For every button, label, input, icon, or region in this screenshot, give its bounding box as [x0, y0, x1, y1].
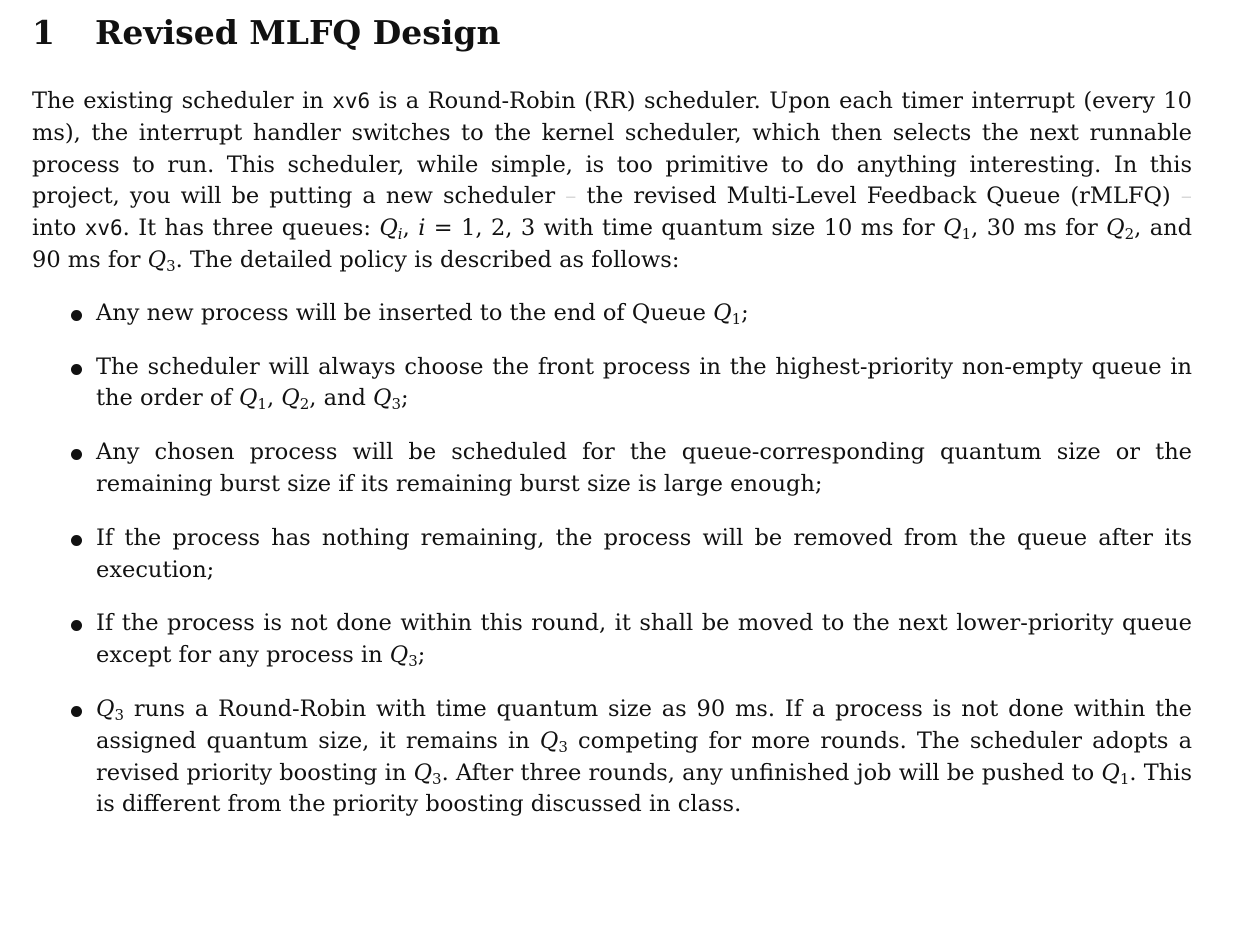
bullet-icon: [71, 449, 82, 460]
list-text: ;: [417, 642, 426, 669]
bullet-icon: [71, 706, 82, 717]
section-heading: [32, 10, 1192, 56]
math-var: Q: [238, 385, 258, 412]
policy-list: [32, 298, 1192, 821]
intro-text: is a Round-Robin (RR) scheduler. Upon each timer interrupt (every 10 ms), the interrupt handler switches to the kernel scheduler, which then selects the next runnable process to run. This scheduler, while simple, is too primitive to do anything interesting. In this project, you will be putting a new scheduler: [32, 88, 1192, 210]
math-i: i: [418, 215, 426, 242]
math-var: Q: [389, 642, 409, 669]
math-subscript: i: [397, 225, 403, 244]
section-number: 1: [32, 13, 55, 52]
list-text: Any new process will be inserted to the end of Queue: [96, 299, 714, 326]
math-subscript: 1: [257, 395, 267, 414]
list-text: , and: [309, 385, 374, 412]
list-text: ;: [741, 299, 749, 326]
math-q1: [1101, 760, 1129, 786]
list-text: ,: [266, 385, 282, 412]
math-subscript: 3: [114, 705, 124, 724]
document-page: [32, 10, 1192, 843]
intro-paragraph: [32, 86, 1192, 277]
bullet-icon: [71, 310, 82, 321]
list-item: [32, 523, 1192, 587]
math-q3: [540, 728, 568, 754]
list-text: Any chosen process will be scheduled for the queue-corresponding quantum size or the remaining burst size if its remaining burst size is large enough;: [96, 439, 1192, 497]
math-q2: [1106, 215, 1135, 244]
math-subscript: 2: [299, 395, 310, 414]
math-subscript: 3: [391, 395, 402, 414]
math-subscript: 1: [731, 309, 742, 328]
math-subscript: 2: [1124, 225, 1135, 244]
math-q1: [943, 215, 972, 244]
code-xv6: xv6: [84, 216, 123, 241]
math-q3: [148, 247, 176, 273]
code-xv6: xv6: [332, 89, 371, 113]
list-item: [32, 298, 1192, 330]
math-q3: [389, 642, 418, 671]
math-subscript: 3: [432, 769, 442, 788]
intro-text: ,: [402, 215, 419, 242]
bullet-icon: [71, 535, 82, 546]
intro-text: . It has three queues:: [122, 215, 380, 242]
math-var: Q: [373, 385, 392, 412]
list-text: If the process is not done within this round, it shall be moved to the next lower-priority queue except for any process in: [96, 610, 1192, 669]
math-subscript: 3: [408, 652, 418, 671]
list-text: The scheduler will always choose the front process in the highest-priority non-empty queue in the order of: [96, 353, 1192, 412]
em-dash: –: [1180, 183, 1192, 210]
math-q1: [238, 385, 267, 414]
math-var: Q: [1106, 215, 1125, 242]
math-qi: [379, 215, 403, 244]
math-var: Q: [1101, 759, 1120, 786]
math-var: Q: [539, 727, 559, 754]
math-q1: [713, 300, 741, 326]
list-item: [32, 437, 1192, 501]
math-var: Q: [713, 299, 732, 326]
math-q3: [373, 385, 402, 414]
bullet-icon: [71, 620, 82, 631]
em-dash: –: [565, 183, 577, 210]
intro-text: into: [32, 215, 85, 242]
math-var: Q: [281, 385, 300, 412]
math-var: Q: [96, 695, 115, 722]
math-q3: [96, 696, 124, 722]
math-var: Q: [379, 215, 398, 242]
list-text: If the process has nothing remaining, the process will be removed from the queue after its execution;: [96, 524, 1192, 583]
math-var: Q: [943, 215, 962, 242]
intro-text: = 1, 2, 3 with time quantum size 10 ms for: [425, 215, 944, 242]
list-item: [32, 352, 1192, 416]
math-var: Q: [413, 759, 433, 786]
intro-text: , 30 ms for: [971, 215, 1107, 242]
list-text: ;: [401, 385, 409, 412]
intro-text: . The detailed policy is described as follows:: [175, 246, 680, 273]
math-q3: [414, 760, 442, 786]
math-q2: [281, 385, 310, 414]
math-subscript: 3: [166, 256, 176, 275]
math-subscript: 1: [961, 225, 972, 244]
list-text: competing for more rounds. The scheduler adopts a revised priority boosting in: [96, 727, 1192, 786]
math-subscript: 1: [1119, 769, 1130, 788]
list-text: . After three rounds, any unfinished job will be pushed to: [441, 759, 1102, 786]
list-item: [32, 694, 1192, 821]
list-item: [32, 608, 1192, 672]
math-subscript: 3: [558, 737, 568, 756]
list-text: runs a Round-Robin with time quantum size as 90 ms. If a process is not done within the assigned quantum size, it remains in: [96, 695, 1192, 754]
bullet-icon: [71, 364, 82, 375]
math-var: Q: [147, 246, 167, 273]
list-text: . This is different from the priority boosting discussed in class.: [96, 759, 1193, 818]
intro-text: the revised Multi-Level Feedback Queue (rMLFQ): [576, 183, 1181, 210]
intro-text: , and 90 ms for: [32, 215, 1193, 273]
section-title: Revised MLFQ Design: [95, 13, 501, 52]
intro-text: The existing scheduler in: [32, 88, 333, 114]
